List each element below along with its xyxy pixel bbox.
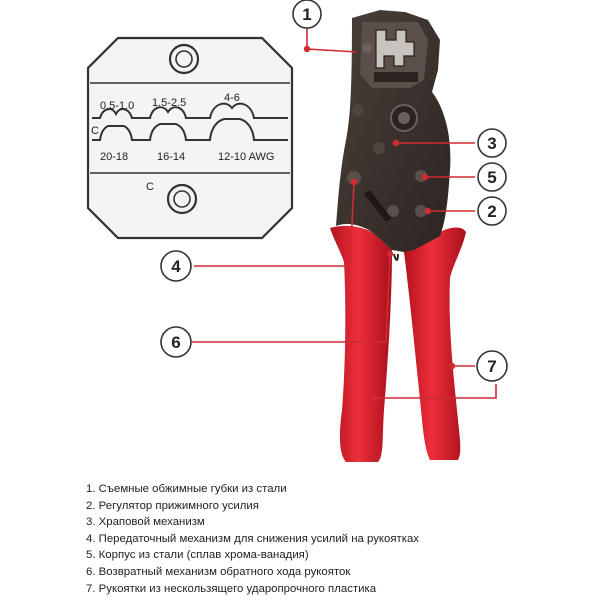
- callout-number: 5: [487, 168, 497, 187]
- callout-number: 1: [302, 5, 312, 24]
- die-awg-label: 20-18: [100, 151, 129, 163]
- callout-number: 7: [487, 357, 497, 376]
- legend-item: 2. Регулятор прижимного усилия: [86, 499, 259, 512]
- parts-legend: [86, 481, 586, 597]
- callout-5: [478, 163, 506, 191]
- legend-item: 3. Храповой механизм: [86, 516, 205, 529]
- right-handle: [404, 228, 466, 461]
- return-spring: [394, 254, 398, 260]
- callout-number: 6: [171, 333, 181, 352]
- die-size-label: 1.5-2.5: [152, 97, 187, 109]
- callout-number: 2: [487, 202, 497, 221]
- die-marker-label: C: [91, 125, 99, 137]
- die-inset: [88, 38, 292, 238]
- callout-6: [161, 327, 191, 357]
- legend-item: 5. Корпус из стали (сплав хрома-ванадия): [86, 549, 309, 562]
- legend-item: 6. Возвратный механизм обратного хода рукояток: [86, 565, 351, 578]
- callout-4: [161, 251, 191, 281]
- legend-item: 4. Передаточный механизм для снижения усилий на рукоятках: [86, 532, 420, 545]
- die-awg-label: 16-14: [157, 151, 186, 163]
- die-outline: [88, 38, 292, 238]
- crimper-tool: [330, 10, 466, 462]
- die-marker-label: C: [146, 181, 154, 193]
- die-awg-label: 12-10 AWG: [218, 151, 275, 163]
- callout-number: 4: [171, 257, 181, 276]
- callout-1: [293, 0, 321, 28]
- callout-3: [478, 129, 506, 157]
- die-size-label: 4-6: [224, 92, 240, 104]
- legend-item: 1. Съемные обжимные губки из стали: [86, 483, 287, 495]
- left-handle: [330, 226, 392, 462]
- die-size-label: 0.5-1.0: [100, 100, 135, 112]
- callout-7: [477, 351, 507, 381]
- callout-2: [478, 197, 506, 225]
- legend-item: 7. Рукоятки из нескользящего ударопрочного пластика: [86, 582, 377, 595]
- callout-number: 3: [487, 134, 497, 153]
